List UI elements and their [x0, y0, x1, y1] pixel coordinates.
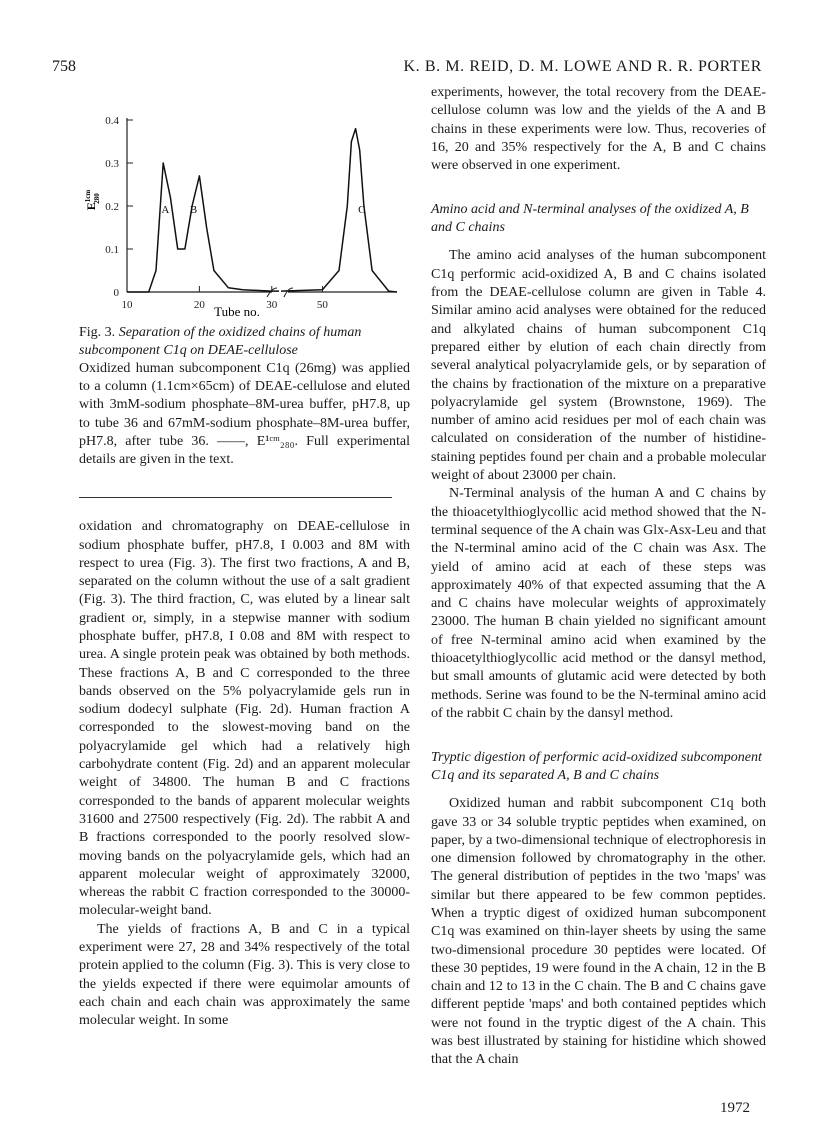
running-head-authors: K. B. M. REID, D. M. LOWE AND R. R. PORTER: [403, 58, 762, 75]
right-paragraph-4: Oxidized human and rabbit subcomponent C1q both gave 33 or 34 soluble tryptic peptides when examined, on paper, by a two-dimensional technique of electrophoresis in one dimension followed by chromatography in the other. The general distribution of peptides in the two 'maps' was similar but there appeared to be few common peptides. When a tryptic digest of oxidized human subcomponent C1q was examined on thin-layer sheets by using the same two-dimensional procedure 30 peptides were located. Of these 30 peptides, 19 were found in the A chain, 12 in the B chain and 12 to 13 in the C chain. The B and C chains gave different peptide 'maps' and both contained peptides which were not found in the tryptic digest of the A chain. This was best illustrated by staining for histidine which showed that the A chain: [431, 796, 766, 1068]
y-axis-title: [84, 190, 101, 211]
elution-profile-chart: [79, 104, 410, 324]
page-number: 758: [52, 58, 76, 75]
footer-year: 1972: [720, 1100, 750, 1116]
right-paragraph-1: experiments, however, the total recovery from the DEAE-cellulose column was low and the yields of the A and B chains in these experiments were low. Thus, recoveries of 16, 20 and 35% respectively for the A, B and C chains were observed in one experiment.: [431, 85, 766, 174]
right-column: [431, 84, 766, 1070]
section-heading-tryptic-digestion: Tryptic digestion of performic acid-oxidized subcomponent C1q and its separated A, B and C chains: [431, 750, 762, 784]
figure-caption-text: Separation of the oxidized chains of human subcomponent C1q on DEAE-cellulose: [79, 325, 362, 358]
y-axis-title-main: E: [84, 202, 98, 211]
peak-label-c: C: [358, 204, 366, 216]
x-tick-label: 50: [316, 299, 328, 311]
peak-label-b: B: [189, 204, 198, 216]
y-tick-label: 0.2: [105, 201, 119, 213]
y-tick-label: 0.3: [105, 158, 119, 170]
y-tick-label: 0.1: [105, 244, 119, 256]
page-header: [0, 0, 816, 80]
figure-legend: Oxidized human subcomponent C1q (26mg) was applied to a column (1.1cm×65cm) of DEAE-cellulose and eluted with 3mM-sodium phosphate–8M-urea buffer, pH7.8, up to tube 36 and 67mM-sodium phosphate–8M-urea buffer, pH7.8, after tube 36. ——, E¹ᶜᵐ₂₈₀. Full experimental details are given in the text.: [79, 361, 410, 468]
chart-ticks: [105, 115, 328, 311]
y-tick-label: 0.4: [105, 115, 119, 127]
x-tick-label: 10: [121, 299, 133, 311]
left-paragraph-1: oxidation and chromatography on DEAE-cellulose in sodium phosphate buffer, pH7.8, I 0.003 and 8M with respect to urea (Fig. 3). The first two fractions, A and B, separated on the column without the use of a salt gradient (Fig. 3). The third fraction, C, was eluted by a linear salt gradient or, simply, in a stepwise manner with sodium phosphate buffer, pH7.8, I 0.08 and 8M with respect to urea. A single protein peak was obtained by both methods. These fractions A, B and C corresponded to the three bands observed on the 5% polyacrylamide gels run in sodium dodecyl sulphate (Fig. 2d). Human fraction A corresponded to the slowest-moving band on the polyacrylamide gel which had a relatively high carbohydrate content (Fig. 2d) and an apparent molecular weight of 34800. The human B and C fractions corresponded to the bands of apparent molecular weights 31600 and 27500 respectively (Fig. 2d). The rabbit A and B fractions corresponded to the poorly resolved slow-moving bands on the polyacrylamide gels, which had an apparent molecular weight of approximately 32000, whereas the rabbit C fraction corresponded to the 30000-molecular-weight band.: [79, 519, 410, 919]
y-axis-title-sub: 280: [93, 193, 101, 204]
chart-peak-labels: [161, 204, 365, 216]
elution-curve-segment-1: [127, 163, 279, 292]
x-tick-label: 20: [193, 299, 205, 311]
figure-separator-rule: [79, 497, 392, 498]
left-column: [79, 84, 410, 1031]
peak-label-a: A: [161, 204, 170, 216]
y-tick-label: 0: [113, 287, 119, 299]
left-paragraph-2: The yields of fractions A, B and C in a typical experiment were 27, 28 and 34% respectively of the total protein applied to the column (Fig. 3). This is very close to the yields expected if there were equimolar amounts of each chain and each chain was approximately the same molecular weight. In some: [79, 921, 410, 1029]
figure-3-chart: [79, 104, 410, 324]
figure-label: Fig. 3.: [79, 325, 116, 340]
right-paragraph-2: The amino acid analyses of the human subcomponent C1q performic acid-oxidized A, B and C chains isolated from the DEAE-cellulose column are given in Table 4. Similar amino acid analyses were obtained for the reduced and alkylated chains of human subcomponent C1q prepared either by elution of each chain directly from several analytical polyacrylamide gels, or by separation of the chains by fractionation of the mixture on a preparative polyacrylamide gel system (Brownstone, 1969). The number of amino acid residues per mol of each chain was calculated on consideration of the number of histidine-staining peptides found per chain and a probable molecular weight of about 23000 per chain.: [431, 248, 766, 484]
figure-caption: [79, 324, 410, 360]
elution-curve-segment-2: [281, 129, 397, 292]
right-paragraph-3: N-Terminal analysis of the human A and C chains by the thioacetylthioglycollic acid method showed that the N-terminal sequence of the A chain was Glx-Asx-Leu and that the N-terminal amino acid of the C chain was Asx. The yield of amino acid at each of these steps was approximately 40% of that expected assuming that the A and C chains have molecular weights of approximately 23000. The human B chain yielded no significant amount of free N-terminal amino acid when examined by the thioacetylthioglycollic acid method or the dansyl method, but small amounts of glutamic acid were detected by both methods. Serine was found to be the N-terminal amino acid of the rabbit C chain by the dansyl method.: [431, 486, 766, 721]
x-tick-label: 30: [266, 299, 278, 311]
y-axis-title-sup: 1cm: [84, 189, 92, 203]
x-axis-title: Tube no.: [214, 304, 260, 319]
section-heading-amino-acid: Amino acid and N-terminal analyses of the oxidized A, B and C chains: [431, 202, 749, 236]
